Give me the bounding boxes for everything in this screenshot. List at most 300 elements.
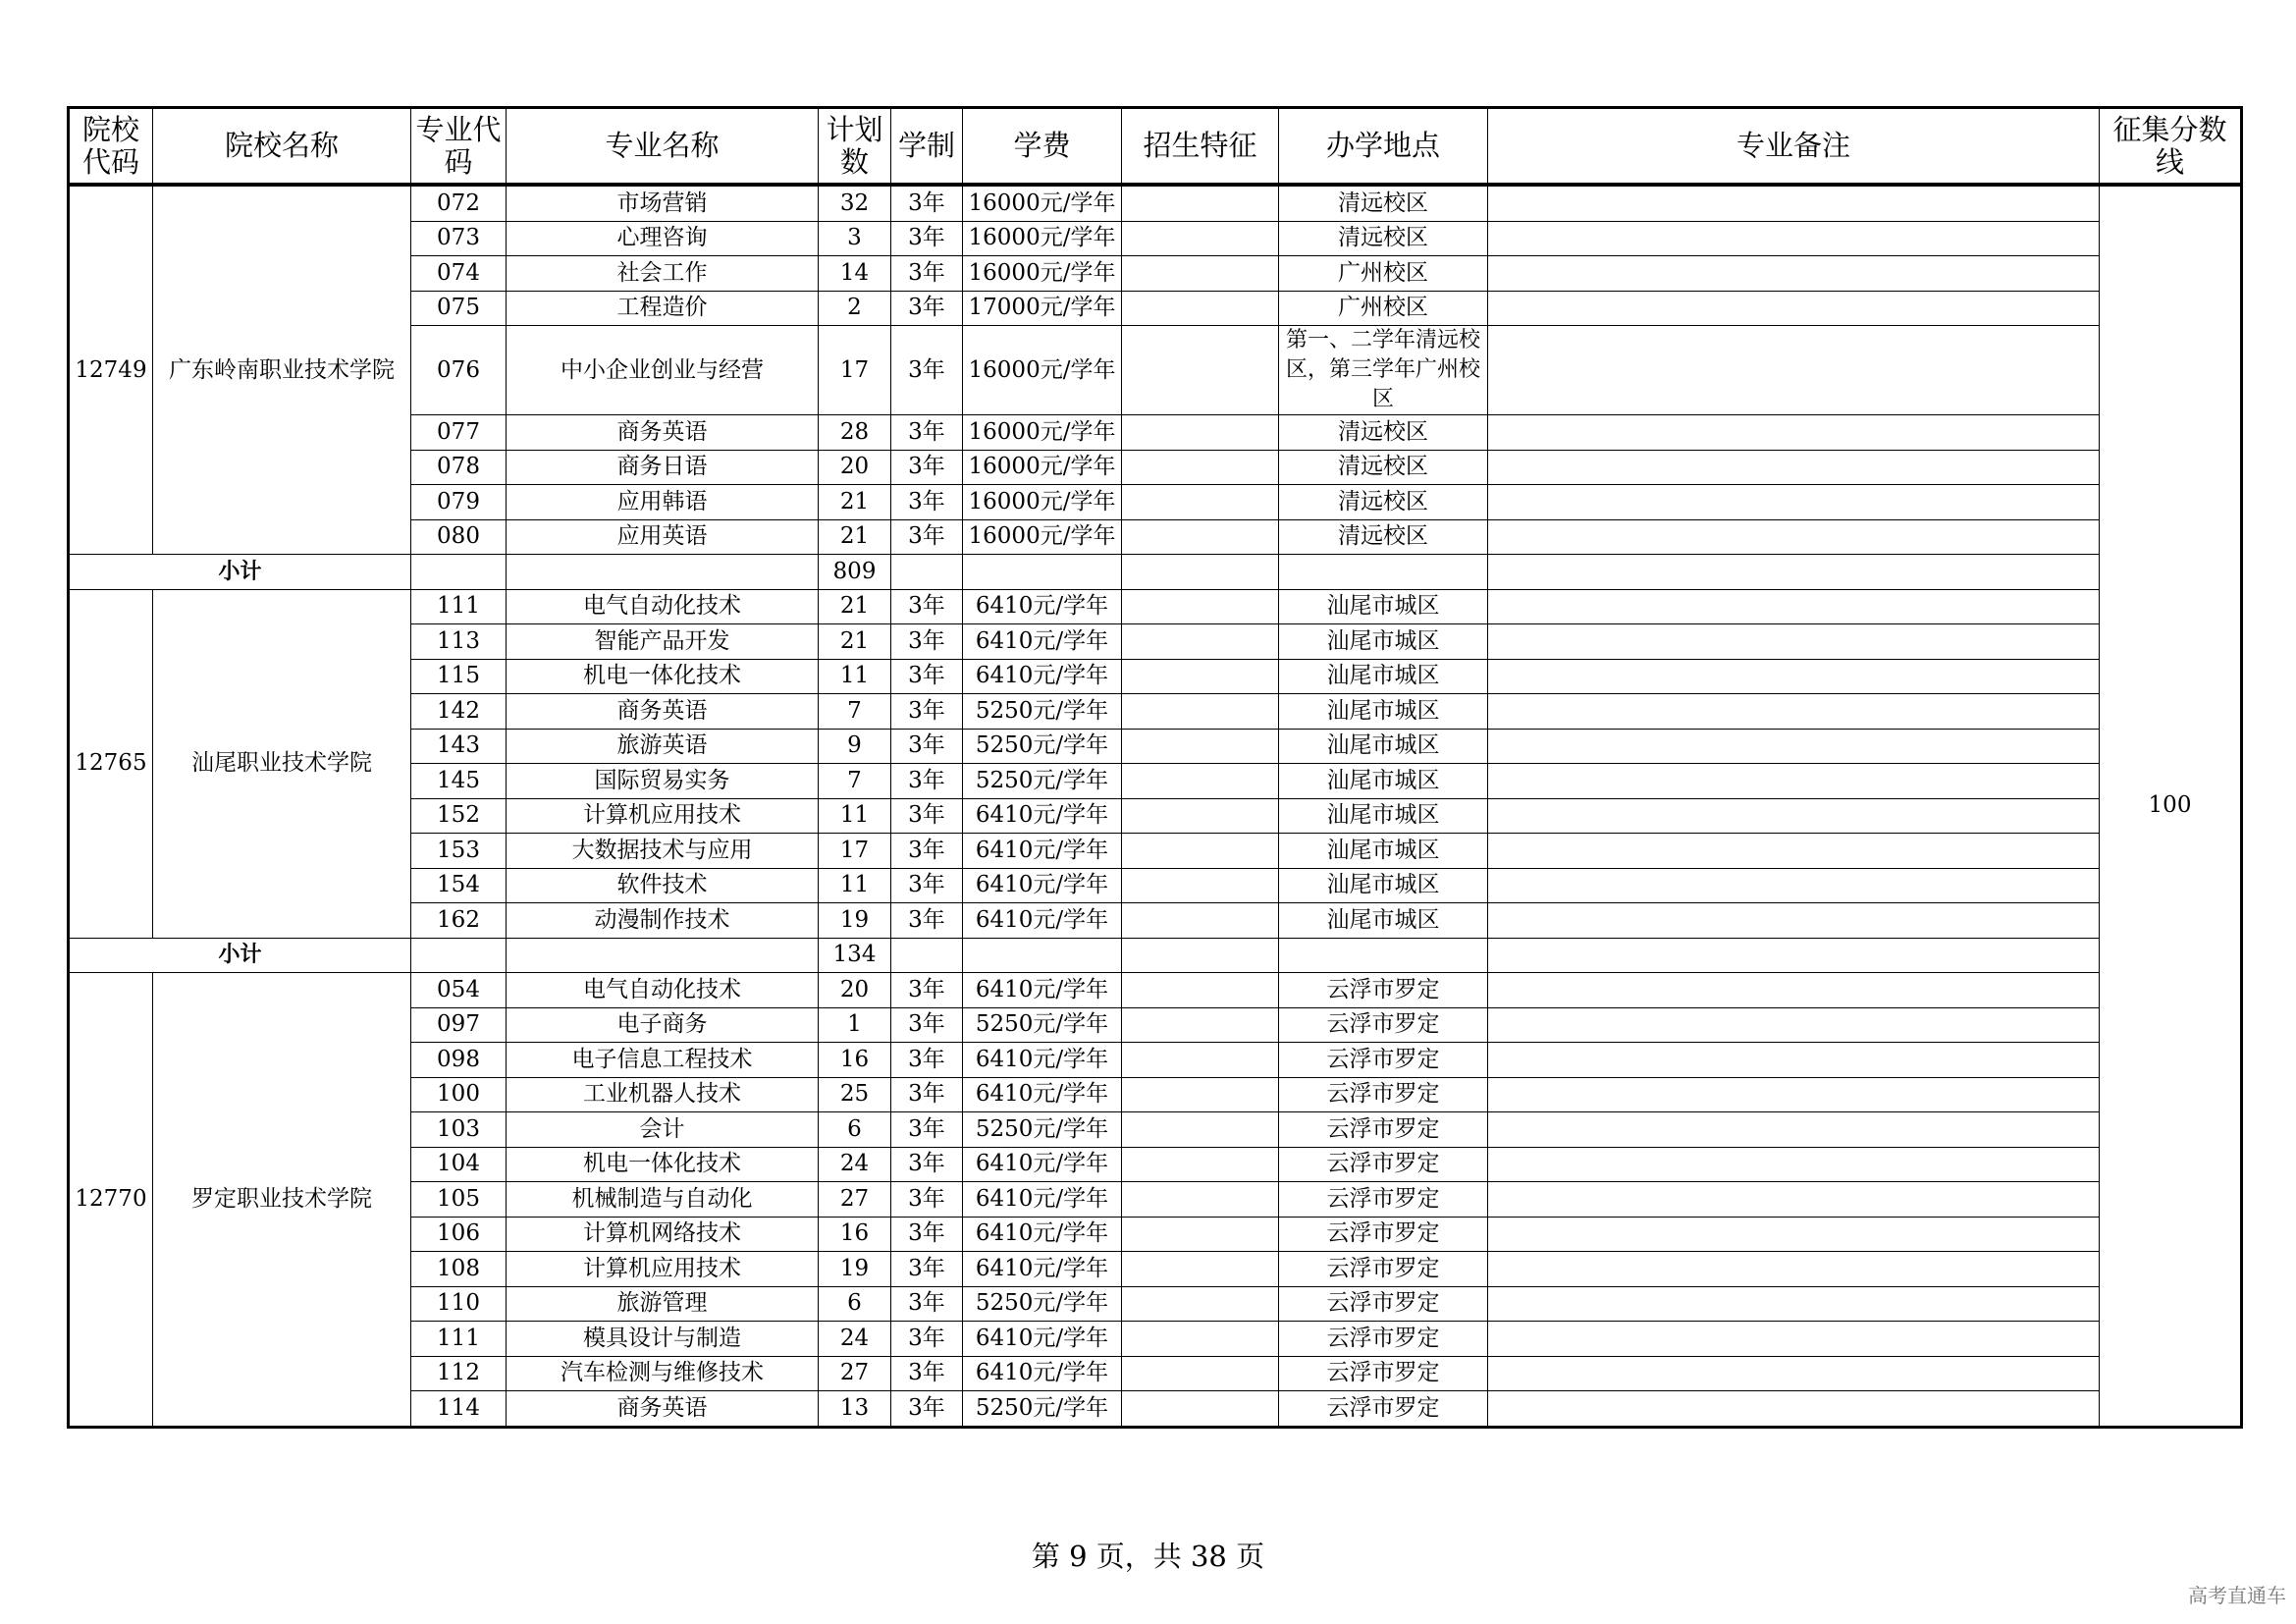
- school-name-cell: 广东岭南职业技术学院: [153, 185, 411, 555]
- remark-cell: [1488, 1043, 2100, 1078]
- tuition-cell: 16000元/学年: [963, 221, 1122, 256]
- major-code-cell: 162: [411, 903, 507, 939]
- duration-cell: 3年: [891, 1252, 963, 1287]
- major-name-cell: 应用韩语: [507, 485, 819, 520]
- major-name-cell: 商务英语: [507, 415, 819, 451]
- major-name-cell: 动漫制作技术: [507, 903, 819, 939]
- plan-count-cell: 20: [819, 973, 891, 1008]
- plan-count-cell: 28: [819, 415, 891, 451]
- duration-cell: 3年: [891, 1147, 963, 1182]
- empty-cell: [1122, 938, 1279, 973]
- tuition-cell: 5250元/学年: [963, 729, 1122, 764]
- feature-cell: [1122, 659, 1279, 694]
- major-name-cell: 中小企业创业与经营: [507, 326, 819, 415]
- subtotal-value: 809: [819, 555, 891, 590]
- feature-cell: [1122, 1252, 1279, 1287]
- feature-cell: [1122, 1286, 1279, 1322]
- feature-cell: [1122, 589, 1279, 624]
- major-name-cell: 电子商务: [507, 1007, 819, 1043]
- major-code-cell: 111: [411, 589, 507, 624]
- empty-cell: [963, 555, 1122, 590]
- plan-count-cell: 13: [819, 1391, 891, 1428]
- major-name-cell: 市场营销: [507, 185, 819, 221]
- duration-cell: 3年: [891, 519, 963, 555]
- tuition-cell: 6410元/学年: [963, 903, 1122, 939]
- tuition-cell: 16000元/学年: [963, 450, 1122, 485]
- tuition-cell: 16000元/学年: [963, 519, 1122, 555]
- major-name-cell: 应用英语: [507, 519, 819, 555]
- tuition-cell: 5250元/学年: [963, 1286, 1122, 1322]
- remark-cell: [1488, 291, 2100, 326]
- major-code-cell: 114: [411, 1391, 507, 1428]
- remark-cell: [1488, 868, 2100, 903]
- major-name-cell: 智能产品开发: [507, 624, 819, 660]
- tuition-cell: 16000元/学年: [963, 326, 1122, 415]
- plan-count-cell: 21: [819, 519, 891, 555]
- plan-count-cell: 6: [819, 1286, 891, 1322]
- tuition-cell: 5250元/学年: [963, 1007, 1122, 1043]
- subtotal-label: 小计: [69, 555, 411, 590]
- duration-cell: 3年: [891, 729, 963, 764]
- major-code-cell: 077: [411, 415, 507, 451]
- feature-cell: [1122, 450, 1279, 485]
- remark-cell: [1488, 1356, 2100, 1391]
- feature-cell: [1122, 185, 1279, 221]
- major-name-cell: 社会工作: [507, 256, 819, 292]
- duration-cell: 3年: [891, 291, 963, 326]
- remark-cell: [1488, 973, 2100, 1008]
- major-name-cell: 旅游英语: [507, 729, 819, 764]
- major-code-cell: 154: [411, 868, 507, 903]
- major-name-cell: 机电一体化技术: [507, 659, 819, 694]
- location-cell: 云浮市罗定: [1279, 1182, 1488, 1218]
- remark-cell: [1488, 185, 2100, 221]
- school-code-cell: 12770: [69, 973, 153, 1428]
- major-code-cell: 104: [411, 1147, 507, 1182]
- school-name-cell: 罗定职业技术学院: [153, 973, 411, 1428]
- location-cell: 清远校区: [1279, 415, 1488, 451]
- location-cell: 汕尾市城区: [1279, 729, 1488, 764]
- header-school-name: 院校名称: [153, 108, 411, 186]
- major-name-cell: 商务日语: [507, 450, 819, 485]
- empty-cell: [1279, 938, 1488, 973]
- major-name-cell: 电子信息工程技术: [507, 1043, 819, 1078]
- school-code-cell: 12765: [69, 589, 153, 938]
- location-cell: 云浮市罗定: [1279, 1252, 1488, 1287]
- major-code-cell: 113: [411, 624, 507, 660]
- tuition-cell: 5250元/学年: [963, 1391, 1122, 1428]
- table-body: [69, 185, 2242, 1427]
- remark-cell: [1488, 764, 2100, 799]
- tuition-cell: 6410元/学年: [963, 624, 1122, 660]
- feature-cell: [1122, 256, 1279, 292]
- duration-cell: 3年: [891, 256, 963, 292]
- major-code-cell: 078: [411, 450, 507, 485]
- major-code-cell: 073: [411, 221, 507, 256]
- header-duration: 学制: [891, 108, 963, 186]
- subtotal-value: 134: [819, 938, 891, 973]
- location-cell: 汕尾市城区: [1279, 694, 1488, 730]
- plan-count-cell: 11: [819, 868, 891, 903]
- tuition-cell: 6410元/学年: [963, 1217, 1122, 1252]
- feature-cell: [1122, 729, 1279, 764]
- feature-cell: [1122, 973, 1279, 1008]
- duration-cell: 3年: [891, 868, 963, 903]
- header-tuition: 学费: [963, 108, 1122, 186]
- feature-cell: [1122, 868, 1279, 903]
- location-cell: 云浮市罗定: [1279, 1356, 1488, 1391]
- remark-cell: [1488, 1147, 2100, 1182]
- feature-cell: [1122, 1112, 1279, 1148]
- duration-cell: 3年: [891, 694, 963, 730]
- empty-cell: [507, 555, 819, 590]
- empty-cell: [1488, 938, 2100, 973]
- tuition-cell: 6410元/学年: [963, 1043, 1122, 1078]
- plan-count-cell: 2: [819, 291, 891, 326]
- tuition-cell: 6410元/学年: [963, 834, 1122, 869]
- tuition-cell: 16000元/学年: [963, 185, 1122, 221]
- duration-cell: 3年: [891, 659, 963, 694]
- location-cell: 清远校区: [1279, 185, 1488, 221]
- feature-cell: [1122, 221, 1279, 256]
- major-code-cell: 145: [411, 764, 507, 799]
- tuition-cell: 6410元/学年: [963, 589, 1122, 624]
- location-cell: 汕尾市城区: [1279, 589, 1488, 624]
- header-plan-count: 计划数: [819, 108, 891, 186]
- location-cell: 广州校区: [1279, 256, 1488, 292]
- major-code-cell: 080: [411, 519, 507, 555]
- tuition-cell: 6410元/学年: [963, 973, 1122, 1008]
- feature-cell: [1122, 798, 1279, 834]
- empty-cell: [891, 555, 963, 590]
- empty-cell: [891, 938, 963, 973]
- plan-count-cell: 16: [819, 1043, 891, 1078]
- plan-count-cell: 11: [819, 659, 891, 694]
- duration-cell: 3年: [891, 764, 963, 799]
- feature-cell: [1122, 485, 1279, 520]
- feature-cell: [1122, 1356, 1279, 1391]
- major-code-cell: 079: [411, 485, 507, 520]
- major-name-cell: 国际贸易实务: [507, 764, 819, 799]
- duration-cell: 3年: [891, 1112, 963, 1148]
- feature-cell: [1122, 326, 1279, 415]
- subtotal-label: 小计: [69, 938, 411, 973]
- tuition-cell: 16000元/学年: [963, 415, 1122, 451]
- major-name-cell: 商务英语: [507, 1391, 819, 1428]
- major-name-cell: 电气自动化技术: [507, 973, 819, 1008]
- major-name-cell: 计算机应用技术: [507, 798, 819, 834]
- location-cell: 云浮市罗定: [1279, 973, 1488, 1008]
- watermark-text: 高考直通车: [2188, 1584, 2286, 1607]
- remark-cell: [1488, 1391, 2100, 1428]
- remark-cell: [1488, 1286, 2100, 1322]
- remark-cell: [1488, 221, 2100, 256]
- duration-cell: 3年: [891, 1043, 963, 1078]
- duration-cell: 3年: [891, 903, 963, 939]
- duration-cell: 3年: [891, 624, 963, 660]
- duration-cell: 3年: [891, 589, 963, 624]
- tuition-cell: 6410元/学年: [963, 1322, 1122, 1357]
- location-cell: 汕尾市城区: [1279, 834, 1488, 869]
- tuition-cell: 6410元/学年: [963, 1147, 1122, 1182]
- major-code-cell: 153: [411, 834, 507, 869]
- plan-count-cell: 17: [819, 326, 891, 415]
- plan-count-cell: 19: [819, 1252, 891, 1287]
- location-cell: 清远校区: [1279, 221, 1488, 256]
- duration-cell: 3年: [891, 973, 963, 1008]
- plan-count-cell: 27: [819, 1356, 891, 1391]
- major-name-cell: 旅游管理: [507, 1286, 819, 1322]
- major-code-cell: 105: [411, 1182, 507, 1218]
- major-name-cell: 工业机器人技术: [507, 1077, 819, 1112]
- plan-count-cell: 24: [819, 1322, 891, 1357]
- major-code-cell: 112: [411, 1356, 507, 1391]
- remark-cell: [1488, 485, 2100, 520]
- major-code-cell: 110: [411, 1286, 507, 1322]
- location-cell: 云浮市罗定: [1279, 1112, 1488, 1148]
- empty-cell: [1122, 555, 1279, 590]
- major-name-cell: 心理咨询: [507, 221, 819, 256]
- remark-cell: [1488, 798, 2100, 834]
- major-code-cell: 100: [411, 1077, 507, 1112]
- school-name-cell: 汕尾职业技术学院: [153, 589, 411, 938]
- major-name-cell: 计算机应用技术: [507, 1252, 819, 1287]
- plan-count-cell: 14: [819, 256, 891, 292]
- feature-cell: [1122, 694, 1279, 730]
- remark-cell: [1488, 1182, 2100, 1218]
- feature-cell: [1122, 291, 1279, 326]
- duration-cell: 3年: [891, 1217, 963, 1252]
- remark-cell: [1488, 834, 2100, 869]
- remark-cell: [1488, 694, 2100, 730]
- location-cell: 云浮市罗定: [1279, 1217, 1488, 1252]
- duration-cell: 3年: [891, 1322, 963, 1357]
- duration-cell: 3年: [891, 834, 963, 869]
- feature-cell: [1122, 1391, 1279, 1428]
- plan-count-cell: 20: [819, 450, 891, 485]
- feature-cell: [1122, 624, 1279, 660]
- major-name-cell: 大数据技术与应用: [507, 834, 819, 869]
- location-cell: 汕尾市城区: [1279, 868, 1488, 903]
- feature-cell: [1122, 834, 1279, 869]
- remark-cell: [1488, 729, 2100, 764]
- tuition-cell: 6410元/学年: [963, 798, 1122, 834]
- major-code-cell: 152: [411, 798, 507, 834]
- major-code-cell: 106: [411, 1217, 507, 1252]
- duration-cell: 3年: [891, 1391, 963, 1428]
- location-cell: 第一、二学年清远校区，第三学年广州校区: [1279, 326, 1488, 415]
- remark-cell: [1488, 1077, 2100, 1112]
- plan-count-cell: 9: [819, 729, 891, 764]
- empty-cell: [963, 938, 1122, 973]
- duration-cell: 3年: [891, 450, 963, 485]
- header-major-code: 专业代码: [411, 108, 507, 186]
- feature-cell: [1122, 764, 1279, 799]
- header-cutoff: 征集分数线: [2100, 108, 2242, 186]
- location-cell: 清远校区: [1279, 485, 1488, 520]
- tuition-cell: 17000元/学年: [963, 291, 1122, 326]
- remark-cell: [1488, 659, 2100, 694]
- feature-cell: [1122, 519, 1279, 555]
- duration-cell: 3年: [891, 1286, 963, 1322]
- major-name-cell: 计算机网络技术: [507, 1217, 819, 1252]
- remark-cell: [1488, 1322, 2100, 1357]
- major-code-cell: 098: [411, 1043, 507, 1078]
- remark-cell: [1488, 326, 2100, 415]
- major-code-cell: 074: [411, 256, 507, 292]
- empty-cell: [1279, 555, 1488, 590]
- table-row: [69, 589, 2242, 624]
- remark-cell: [1488, 450, 2100, 485]
- remark-cell: [1488, 1112, 2100, 1148]
- duration-cell: 3年: [891, 1007, 963, 1043]
- major-code-cell: 111: [411, 1322, 507, 1357]
- location-cell: 云浮市罗定: [1279, 1391, 1488, 1428]
- plan-count-cell: 21: [819, 624, 891, 660]
- tuition-cell: 16000元/学年: [963, 256, 1122, 292]
- table-header-row: [69, 108, 2242, 186]
- major-name-cell: 电气自动化技术: [507, 589, 819, 624]
- feature-cell: [1122, 415, 1279, 451]
- enrollment-table: [67, 106, 2243, 1429]
- major-name-cell: 模具设计与制造: [507, 1322, 819, 1357]
- location-cell: 云浮市罗定: [1279, 1286, 1488, 1322]
- subtotal-row: [69, 555, 2242, 590]
- plan-count-cell: 21: [819, 485, 891, 520]
- page-number: 第 9 页，共 38 页: [1031, 1540, 1265, 1573]
- plan-count-cell: 16: [819, 1217, 891, 1252]
- plan-count-cell: 7: [819, 694, 891, 730]
- feature-cell: [1122, 1147, 1279, 1182]
- remark-cell: [1488, 624, 2100, 660]
- feature-cell: [1122, 1077, 1279, 1112]
- remark-cell: [1488, 1007, 2100, 1043]
- empty-cell: [1488, 555, 2100, 590]
- empty-cell: [507, 938, 819, 973]
- plan-count-cell: 24: [819, 1147, 891, 1182]
- feature-cell: [1122, 1182, 1279, 1218]
- location-cell: 云浮市罗定: [1279, 1322, 1488, 1357]
- plan-count-cell: 17: [819, 834, 891, 869]
- tuition-cell: 5250元/学年: [963, 764, 1122, 799]
- empty-cell: [411, 555, 507, 590]
- plan-count-cell: 32: [819, 185, 891, 221]
- location-cell: 云浮市罗定: [1279, 1077, 1488, 1112]
- duration-cell: 3年: [891, 415, 963, 451]
- plan-count-cell: 7: [819, 764, 891, 799]
- remark-cell: [1488, 519, 2100, 555]
- major-code-cell: 076: [411, 326, 507, 415]
- header-major-name: 专业名称: [507, 108, 819, 186]
- major-code-cell: 097: [411, 1007, 507, 1043]
- remark-cell: [1488, 903, 2100, 939]
- location-cell: 云浮市罗定: [1279, 1007, 1488, 1043]
- feature-cell: [1122, 1322, 1279, 1357]
- tuition-cell: 6410元/学年: [963, 868, 1122, 903]
- location-cell: 汕尾市城区: [1279, 798, 1488, 834]
- tuition-cell: 6410元/学年: [963, 1356, 1122, 1391]
- feature-cell: [1122, 1007, 1279, 1043]
- plan-count-cell: 11: [819, 798, 891, 834]
- duration-cell: 3年: [891, 798, 963, 834]
- feature-cell: [1122, 903, 1279, 939]
- major-name-cell: 商务英语: [507, 694, 819, 730]
- plan-count-cell: 3: [819, 221, 891, 256]
- major-name-cell: 机电一体化技术: [507, 1147, 819, 1182]
- tuition-cell: 5250元/学年: [963, 694, 1122, 730]
- location-cell: 汕尾市城区: [1279, 764, 1488, 799]
- plan-count-cell: 27: [819, 1182, 891, 1218]
- location-cell: 广州校区: [1279, 291, 1488, 326]
- location-cell: 汕尾市城区: [1279, 659, 1488, 694]
- major-code-cell: 075: [411, 291, 507, 326]
- cutoff-score-cell: 100: [2100, 185, 2242, 1427]
- feature-cell: [1122, 1043, 1279, 1078]
- major-name-cell: 软件技术: [507, 868, 819, 903]
- plan-count-cell: 19: [819, 903, 891, 939]
- major-code-cell: 108: [411, 1252, 507, 1287]
- major-code-cell: 054: [411, 973, 507, 1008]
- duration-cell: 3年: [891, 485, 963, 520]
- header-feature: 招生特征: [1122, 108, 1279, 186]
- location-cell: 汕尾市城区: [1279, 624, 1488, 660]
- major-name-cell: 机械制造与自动化: [507, 1182, 819, 1218]
- location-cell: 清远校区: [1279, 519, 1488, 555]
- tuition-cell: 6410元/学年: [963, 1182, 1122, 1218]
- location-cell: 清远校区: [1279, 450, 1488, 485]
- remark-cell: [1488, 1217, 2100, 1252]
- school-code-cell: 12749: [69, 185, 153, 555]
- major-code-cell: 103: [411, 1112, 507, 1148]
- remark-cell: [1488, 256, 2100, 292]
- location-cell: 汕尾市城区: [1279, 903, 1488, 939]
- tuition-cell: 6410元/学年: [963, 1252, 1122, 1287]
- header-location: 办学地点: [1279, 108, 1488, 186]
- tuition-cell: 6410元/学年: [963, 1077, 1122, 1112]
- plan-count-cell: 1: [819, 1007, 891, 1043]
- tuition-cell: 6410元/学年: [963, 659, 1122, 694]
- remark-cell: [1488, 589, 2100, 624]
- duration-cell: 3年: [891, 221, 963, 256]
- location-cell: 云浮市罗定: [1279, 1147, 1488, 1182]
- header-remark: 专业备注: [1488, 108, 2100, 186]
- major-code-cell: 142: [411, 694, 507, 730]
- major-name-cell: 会计: [507, 1112, 819, 1148]
- remark-cell: [1488, 415, 2100, 451]
- feature-cell: [1122, 1217, 1279, 1252]
- tuition-cell: 16000元/学年: [963, 485, 1122, 520]
- subtotal-row: [69, 938, 2242, 973]
- remark-cell: [1488, 1252, 2100, 1287]
- table-row: [69, 973, 2242, 1008]
- table-row: [69, 185, 2242, 221]
- location-cell: 云浮市罗定: [1279, 1043, 1488, 1078]
- tuition-cell: 5250元/学年: [963, 1112, 1122, 1148]
- header-school-code: 院校代码: [69, 108, 153, 186]
- major-code-cell: 072: [411, 185, 507, 221]
- plan-count-cell: 6: [819, 1112, 891, 1148]
- duration-cell: 3年: [891, 326, 963, 415]
- major-name-cell: 工程造价: [507, 291, 819, 326]
- duration-cell: 3年: [891, 1077, 963, 1112]
- duration-cell: 3年: [891, 1356, 963, 1391]
- duration-cell: 3年: [891, 185, 963, 221]
- major-name-cell: 汽车检测与维修技术: [507, 1356, 819, 1391]
- major-code-cell: 143: [411, 729, 507, 764]
- duration-cell: 3年: [891, 1182, 963, 1218]
- plan-count-cell: 21: [819, 589, 891, 624]
- empty-cell: [411, 938, 507, 973]
